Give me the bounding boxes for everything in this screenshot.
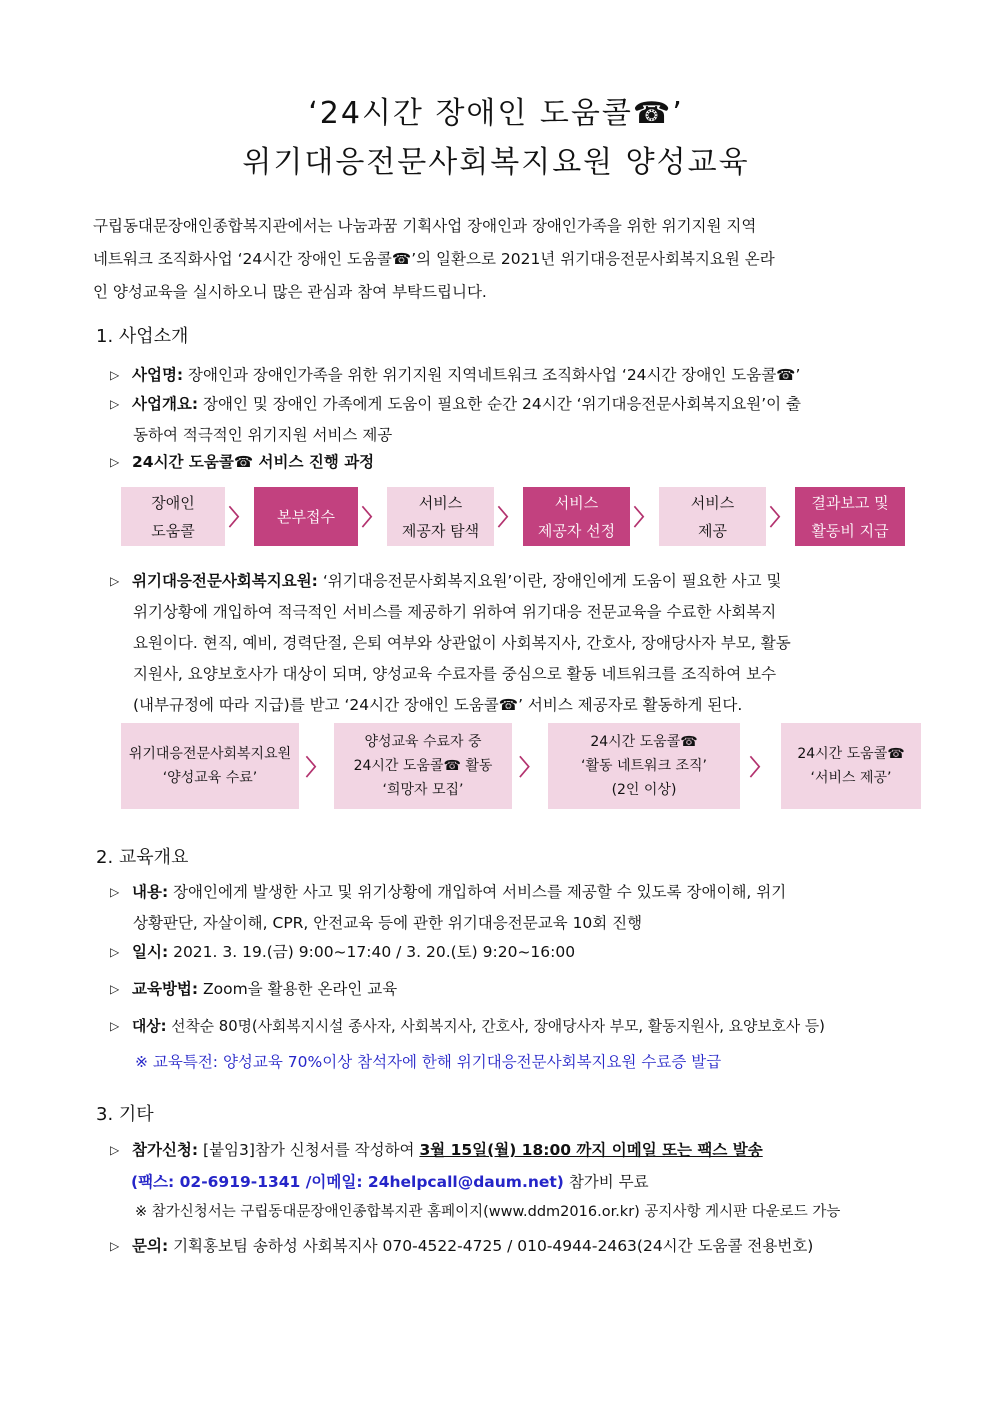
item-text: 기획홍보팀 송하성 사회복지사 070-4522-4725 / 010-4944-2463(24시간 도움콜 전용번호) bbox=[168, 1237, 814, 1255]
intro-line: 구립동대문장애인종합복지관에서는 나눔과꿈 기획사업 장애인과 장애인가족을 위한 위기지원 지역 bbox=[93, 217, 757, 235]
flow-step-box bbox=[121, 487, 225, 546]
item-label: 내용: bbox=[132, 883, 169, 901]
flow-step-box bbox=[795, 487, 905, 546]
triangle-bullet-icon: ▷ bbox=[110, 1143, 120, 1157]
item-label: 교육방법: bbox=[132, 980, 199, 998]
triangle-bullet-icon: ▷ bbox=[110, 982, 120, 996]
item-label: 사업개요: bbox=[132, 395, 199, 413]
flow-step-line: ‘서비스 제공’ bbox=[810, 770, 892, 786]
item-text: 장애인에게 발생한 사고 및 위기상황에 개입하여 서비스를 제공할 수 있도록 장애이해, 위기 bbox=[168, 883, 787, 901]
triangle-bullet-icon: ▷ bbox=[110, 1239, 120, 1253]
item-continuation: 위기상황에 개입하여 적극적인 서비스를 제공하기 위하여 위기대응 전문교육을 수료한 사회복지 bbox=[133, 603, 777, 621]
flow-step-box bbox=[254, 487, 358, 546]
flow-step-line: 결과보고 및 bbox=[811, 493, 889, 512]
triangle-bullet-icon: ▷ bbox=[110, 574, 120, 588]
business-name-item bbox=[110, 360, 905, 391]
chevron-right-icon: 〉 bbox=[749, 755, 772, 781]
item-continuation: 지원사, 요양보호사가 대상이 되며, 양성교육 수료자를 중심으로 활동 네트워크를 조직하여 보수 bbox=[133, 665, 777, 683]
flow-step-line: 본부접수 bbox=[277, 507, 335, 526]
item-continuation: 요원이다. 현직, 예비, 경력단절, 은퇴 여부와 상관없이 사회복지사, 간호사, 장애당사자 부모, 활동 bbox=[133, 634, 791, 652]
flow-step-line: 서비스 bbox=[418, 493, 463, 512]
chevron-right-icon: 〉 bbox=[361, 506, 384, 531]
flow-step-line: ‘활동 네트워크 조직’ bbox=[581, 758, 707, 774]
item-continuation: 상황판단, 자살이해, CPR, 안전교육 등에 관한 위기대응전문교육 10회 진행 bbox=[133, 914, 643, 932]
flow-step-line: 활동비 지급 bbox=[811, 521, 889, 540]
flow-step-line: 서비스 bbox=[554, 493, 599, 512]
flow-step-line: 서비스 bbox=[690, 493, 735, 512]
item-text: 장애인 및 장애인 가족에게 도움이 필요한 순간 24시간 ‘위기대응전문사회복지요원’이 출 bbox=[198, 395, 801, 413]
chevron-right-icon: 〉 bbox=[305, 755, 328, 781]
item-continuation: (내부규정에 따라 지급)를 받고 ‘24시간 장애인 도움콜☎’ 서비스 제공자로 활동하게 된다. bbox=[133, 696, 743, 714]
flow-step-line: 24시간 도움콜☎ bbox=[590, 734, 698, 750]
flow-step-line: 제공자 탐색 bbox=[401, 521, 480, 540]
flow-step-line: 제공 bbox=[698, 521, 727, 540]
chevron-right-icon: 〉 bbox=[633, 506, 656, 531]
intro-paragraph bbox=[93, 210, 901, 309]
title-line-2: 위기대응전문사회복지요원 양성교육 bbox=[242, 145, 750, 180]
flow-step-line: 24시간 도움콜☎ 활동 bbox=[353, 758, 493, 774]
item-label: 참가신청: bbox=[132, 1141, 199, 1159]
item-continuation: 동하여 적극적인 위기지원 서비스 제공 bbox=[133, 426, 393, 444]
section-1-heading: 1. 사업소개 bbox=[96, 326, 189, 347]
flow-step-box bbox=[334, 723, 512, 809]
flow-step-line: 양성교육 수료자 중 bbox=[364, 734, 482, 750]
flow-step-box bbox=[659, 487, 766, 546]
education-benefit-note: ※ 교육특전: 양성교육 70%이상 참석자에 한해 위기대응전문사회복지요원 수료증 발급 bbox=[135, 1053, 722, 1071]
flow-step-box bbox=[781, 723, 921, 809]
item-text: 장애인과 장애인가족을 위한 위기지원 지역네트워크 조직화사업 ‘24시간 장애인 도움콜☎’ bbox=[183, 366, 801, 384]
participation-fee: 참가비 무료 bbox=[563, 1173, 649, 1191]
chevron-right-icon: 〉 bbox=[769, 506, 792, 531]
flow-step-line: (2인 이상) bbox=[611, 782, 677, 798]
intro-line: 네트워크 조직화사업 ‘24시간 장애인 도움콜☎’의 일환으로 2021년 위기대응전문사회복지요원 온라 bbox=[93, 250, 775, 268]
intro-line: 인 양성교육을 실시하오니 많은 관심과 참여 부탁드립니다. bbox=[93, 283, 487, 301]
education-date-item bbox=[110, 937, 905, 968]
chevron-right-icon: 〉 bbox=[497, 506, 520, 531]
flow-step-line: 장애인 bbox=[151, 493, 195, 512]
crisis-worker-definition-item bbox=[110, 566, 905, 721]
triangle-bullet-icon: ▷ bbox=[110, 945, 120, 959]
item-text: Zoom을 활용한 온라인 교육 bbox=[198, 980, 398, 998]
section-3-heading: 3. 기타 bbox=[96, 1104, 154, 1125]
flow-step-box bbox=[121, 723, 299, 809]
triangle-bullet-icon: ▷ bbox=[110, 397, 120, 411]
item-label: 문의: bbox=[132, 1237, 169, 1255]
item-text: ‘위기대응전문사회복지요원’이란, 장애인에게 도움이 필요한 사고 및 bbox=[317, 572, 782, 590]
item-text: 선착순 80명(사회복지시설 종사자, 사회복지사, 간호사, 장애당사자 부모, 활동지원사, 요양보호사 등) bbox=[166, 1018, 825, 1035]
section-2-heading: 2. 교육개요 bbox=[96, 847, 189, 868]
title-line-1: ‘24시간 장애인 도움콜☎’ bbox=[308, 96, 684, 131]
flow-step-box bbox=[523, 487, 630, 546]
flow-step-line: 제공자 선정 bbox=[537, 521, 616, 540]
education-method-item bbox=[110, 974, 905, 1005]
triangle-bullet-icon: ▷ bbox=[110, 1019, 120, 1033]
application-contact-line bbox=[131, 1170, 649, 1192]
item-label: 대상: bbox=[132, 1018, 167, 1035]
service-process-flow bbox=[121, 487, 905, 546]
flow-step-line: 위기대응전문사회복지요원 bbox=[128, 746, 292, 762]
process-heading-item bbox=[110, 447, 905, 478]
application-form-note: ※ 참가신청서는 구립동대문장애인종합복지관 홈페이지(www.ddm2016.or.kr) 공지사항 게시판 다운로드 가능 bbox=[135, 1204, 841, 1220]
flow-step-line: 도움콜 bbox=[151, 521, 195, 540]
triangle-bullet-icon: ▷ bbox=[110, 368, 120, 382]
education-target-item bbox=[110, 1011, 905, 1042]
chevron-right-icon: 〉 bbox=[228, 506, 251, 531]
flow-step-line: ‘양성교육 수료’ bbox=[162, 770, 258, 786]
flow-step-box bbox=[548, 723, 740, 809]
chevron-right-icon: 〉 bbox=[518, 755, 541, 781]
flow-step-line: 24시간 도움콜☎ bbox=[797, 746, 905, 762]
business-overview-item bbox=[110, 389, 905, 451]
item-label: 사업명: bbox=[132, 366, 184, 384]
item-label: 일시: bbox=[132, 943, 169, 961]
item-label: 위기대응전문사회복지요원: bbox=[132, 572, 318, 590]
inquiry-item bbox=[110, 1231, 905, 1262]
flow-step-box bbox=[387, 487, 494, 546]
application-item bbox=[110, 1135, 905, 1166]
triangle-bullet-icon: ▷ bbox=[110, 455, 120, 469]
application-deadline: 3월 15일(월) 18:00 까지 이메일 또는 팩스 발송 bbox=[419, 1141, 763, 1159]
item-text: 2021. 3. 19.(금) 9:00~17:40 / 3. 20.(토) 9:20~16:00 bbox=[168, 943, 576, 961]
flow-step-line: ‘희망자 모집’ bbox=[382, 782, 464, 798]
fax-email-contact: (팩스: 02-6919-1341 /이메일: 24helpcall@daum.net) bbox=[131, 1173, 564, 1191]
triangle-bullet-icon: ▷ bbox=[110, 885, 120, 899]
item-label: 24시간 도움콜☎ 서비스 진행 과정 bbox=[132, 453, 375, 471]
item-text: [붙임3]참가 신청서를 작성하여 bbox=[198, 1141, 420, 1159]
education-content-item bbox=[110, 877, 905, 939]
worker-network-flow bbox=[121, 723, 921, 809]
